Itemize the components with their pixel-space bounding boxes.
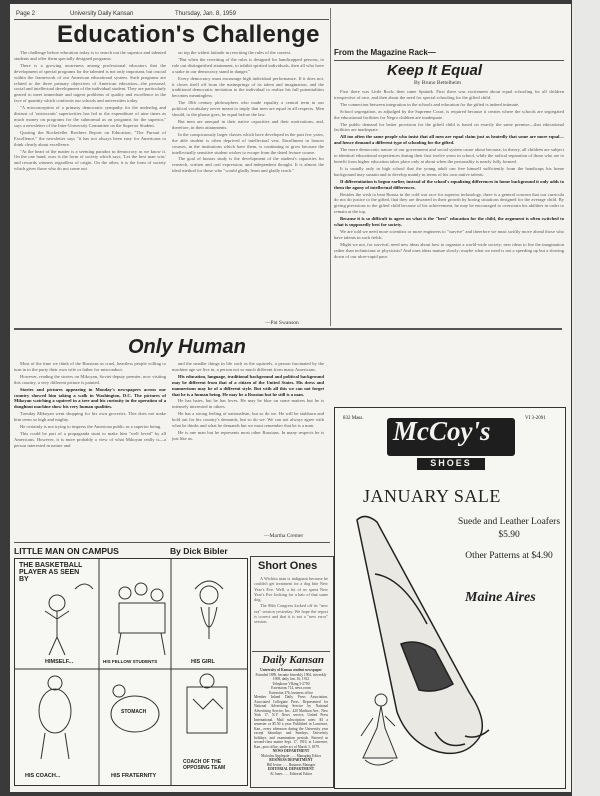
cartoon-byline: By Dick Bibler bbox=[170, 546, 228, 556]
paragraph: The goal of honors study is the development of the student's capacities for research, written and oral expression, and independent thought. It is almost the ideal method for those who "would gladly learn and gladly teach." bbox=[172, 156, 324, 174]
paragraph: He is one man but he represents most other Russians. In many respects he is just like us. bbox=[172, 429, 324, 441]
caption-fraternity: HIS FRATERNITY bbox=[111, 773, 157, 779]
brand-script: Maine Aires bbox=[465, 590, 536, 605]
column-divider bbox=[330, 8, 331, 326]
paragraph: The connection between integration in the schools and education for the gifted is indeed intimate. bbox=[340, 101, 520, 107]
paragraph: School segregation, as adjudged by the Supreme Court, is required because it creates where the schools are segregated the educational facilities for Negro children are inadequate. bbox=[334, 108, 564, 120]
masthead-block bbox=[254, 668, 328, 784]
news-dept: NEWS DEPARTMENT bbox=[272, 749, 310, 753]
sale-item: Suede and Leather Loafers $5.90 bbox=[457, 517, 561, 540]
paragraph: "A misconception of a primary democratic sympathy for the underdog and distrust of 'aristocratic' superiorities has led to the expenditure of nine times as much money on programs for the subnormal as on programs for the superior," says a newsletter of the Inter-University Committee on the Superior Student. bbox=[14, 105, 166, 128]
human-signature: —Martha Cremer bbox=[264, 533, 304, 539]
sale-other: Other Patterns at $4.90 bbox=[465, 551, 553, 561]
caption-girl: HIS GIRL bbox=[191, 659, 215, 665]
cartoon-panel bbox=[14, 558, 248, 786]
paragraph: We are told we need more scientists or more engineers to "survive" and therefore we must swiftly move ahead those who have talents in such fields. bbox=[334, 228, 564, 240]
masthead-body: Member Inland Daily Press Association, Associated Collegiate Press. Represented for National Advertising Service by National Advertising Service, Inc., 420 Madison Ave., New York 17, N.Y. News service, United Press International. Mail subscription rates: $3 a semester or $5.50 a year. Published in Lawrence, Kan., every afternoon during the University year except Saturdays and Sundays, University holidays, and examination periods. Entered as second-class matter Sept. 17, 1910, at Lawrence, Kan., post office, under act of March 3, 1879. bbox=[254, 695, 328, 749]
sale-headline: JANUARY SALE bbox=[363, 486, 501, 506]
cartoon-title: LITTLE MAN ON CAMPUS bbox=[14, 546, 119, 556]
caption-himself: HIMSELF... bbox=[45, 659, 74, 665]
rack-byline: By Bruno Bettelheim bbox=[414, 80, 462, 86]
masthead-phone-1: Telephone VIking 3-2700 bbox=[272, 681, 310, 686]
editorial-dept-line: Al Jones ...... Editorial Editor bbox=[269, 771, 313, 776]
masthead-phone-2: Extensions 714, news room bbox=[271, 686, 311, 690]
paragraph: Because it is so difficult to agree on what is the "best" education for the child, the argument is often switched to what is supposedly best for society. bbox=[334, 216, 564, 228]
human-rule bbox=[14, 542, 330, 543]
paragraph: This could be part of a propaganda stunt to make him "well loved" by all Americans. However, it is more probably a view of what Mikoyan really is—a person interested in nature and bbox=[14, 430, 166, 448]
page-edge bbox=[572, 0, 600, 796]
page-number: Page 2 bbox=[16, 11, 36, 17]
paragraph: First there was Little Rock; then came Sputnik. First there was excitement about equal schooling for all children irrespective of race, and then about the need for special schooling for the gifted child. bbox=[334, 89, 564, 100]
paragraph: However, reading the stories on Mikoyan, Soviet deputy premier, now visiting this country, a very different picture is painted. bbox=[14, 373, 166, 385]
masthead-name: Daily Kansan bbox=[262, 654, 325, 666]
paragraph: and the smaller things in life such as the squirrels, a person fascinated by the machine age we live in, a person not so much different from many Americans. bbox=[172, 361, 324, 372]
stomach-label: STOMACH bbox=[121, 709, 147, 715]
brand-name: McCoy's bbox=[393, 416, 491, 446]
paragraph: The more democratic nature of our government and social system cause about because, in theory, all children are subject to identical educational experiences during their first twelve years in school, while the radical separation of those who are to benefit from higher education takes place only at about when the personality is nearly fully formed. bbox=[334, 147, 564, 164]
ad-phone: VI 3-2091 bbox=[525, 416, 546, 421]
paragraph: He has a strong feeling of nationalism, but so do we. He will be stubborn and hold out for his country's demands, but so do we. We can not always agree with what he thinks and what he demands but we must remember that he is a man. bbox=[172, 411, 324, 429]
paragraph: It is usually only in high school that the young adult can free himself sufficiently from the handicaps his home background may sustain and to develop mainly in terms of his own native talents. bbox=[334, 165, 564, 177]
paragraph: Tuesday Mikoyan went shopping for his own groceries. This does not make him seem so high and mighty. bbox=[14, 411, 166, 423]
mccoys-ad bbox=[334, 407, 566, 789]
masthead-phone-3: Extension 376, business office bbox=[269, 690, 313, 695]
business-dept: BUSINESS DEPARTMENT bbox=[269, 758, 313, 762]
newspaper-page bbox=[10, 4, 571, 792]
masthead-sub: University of Kansas student newspaper bbox=[260, 668, 322, 672]
paragraph: Quoting the Rockefeller Brothers Report on Education, "The Pursuit of Excellence," the newsletter says "it has not always been easy for Americans to think clearly about excellence. bbox=[14, 129, 166, 147]
paragraph: He certainly is not trying to impress the American public as a superior being. bbox=[20, 424, 162, 430]
paragraph: Every democracy must encourage high individual performance. If it does not, it closes itself off from the mainsprings of its talent and imagination, and the traditional democratic invitation to the individual to realize his full potentialities becomes meaningless. bbox=[172, 75, 324, 99]
editorial-column-1 bbox=[14, 50, 166, 312]
loafer-illustration bbox=[335, 504, 565, 786]
paragraph: Most of the time we think of the Russians as cruel, heartless people willing to turn in to the party their own wife or father for misconduct. bbox=[14, 361, 166, 372]
paragraph: In the conspicuously larger classes which have developed in the past few years, the able student is often deprived of intellectual vest. Enrollment in honors courses, in the institutions which have them, is continuing to grow because the intellectually sensitive student wishes to escape from the dated lecture course. bbox=[172, 131, 324, 155]
cartoon-top-text: THE BASKETBALL PLAYER AS SEEN BY bbox=[19, 562, 83, 583]
short-ones-title: Short Ones bbox=[258, 560, 318, 572]
paragraph: "But when the rewriting of the rules is designed for handicapped persons, to rule out distinguished attainment, to inhibit spirited individuals, then all who have a stake in our democracy stand in danger." bbox=[172, 56, 324, 74]
paper-name: University Daily Kansan bbox=[70, 11, 134, 17]
paragraph: The challenge before education today is to search out the superior and talented students and offer them specially designed programs. bbox=[14, 50, 166, 61]
paragraph: All too often the same people who insist that all men are equal claim just as heatedly that some are more equal—and hence demand a different type of schooling for the gifted. bbox=[334, 134, 564, 146]
editorial-signature: —Pat Swanson bbox=[265, 320, 299, 326]
paragraph: Besides the wish to beat Russia in the cold war race for superior technology, there is a general concern that our curricula do not do justice to the gifted, that they are thwarted in their growth by boring situations designed for the average child. By giving precisions to the gifted child because of his achievement, he may be encouraged to overstrain his abilities in order to remain at the top. bbox=[334, 191, 564, 215]
rack-rule bbox=[334, 60, 564, 61]
paragraph: The 86th Congress kicked off its "new era" session yesterday. We hope the report is correct and that it is not a "new error" session. bbox=[254, 603, 328, 625]
human-column-1 bbox=[14, 361, 166, 531]
paragraph: A Wichita man is indignant because he couldn't get treatment for a dog bite New Year's Eve. Well, a lot of us spent New Year's Eve looking for a hair of that same dog. bbox=[254, 576, 328, 603]
business-dept-line: Bill Irvine ...... Business Manager bbox=[266, 762, 316, 767]
paragraph: His education, language, traditional background and political background may be different from that of a citizen of the United States. His dress and mannerisms may be of a different style. But with all this we can not forget that he is a human being. He may be a Russian but he still is a man. bbox=[172, 373, 324, 397]
header-rule bbox=[14, 19, 329, 20]
masthead-founded: Founded 1889, became biweekly 1904, triweekly 1908, daily Jan. 16, 1912 bbox=[255, 672, 327, 681]
paragraph: If differentiation is begun earlier, instead of the school's equalizing differences in home background it only adds to them the agony of intellectual differences. bbox=[334, 178, 564, 190]
editorial-dept: EDITORIAL DEPARTMENT bbox=[267, 767, 315, 771]
paragraph: There is a growing awareness among professional educators that the development of special programs for the talented is not only important, but crucial within the framework of our American educational system. Such programs are related to the three primary objectives of American education—the personal, social and intellectual development of the individual student. They are particularly geared to meet immediate and urgent problems of quality and excellence in the face of quantity which confronts our schools and universities today. bbox=[14, 62, 166, 104]
rack-label: From the Magazine Rack— bbox=[334, 48, 436, 57]
editorial-column-2 bbox=[172, 50, 324, 312]
brand-sub-block bbox=[417, 458, 485, 470]
brand-block bbox=[387, 418, 515, 456]
paragraph: The 18th century philosophers who made equality a central term in our political vocabulary never meant to imply that men are equal in all respects. Men should, to the phrase goes, be equal before the law. bbox=[172, 100, 324, 118]
paragraph: He has hates, but he has loves. He may be blue on some matters but he is intensely interested in others. bbox=[172, 398, 324, 410]
paragraph: The public demand for better provision for the gifted child is based on exactly the same premise—that educational facilities are inadequate. bbox=[334, 121, 564, 133]
rack-column bbox=[334, 89, 564, 389]
caption-coach: HIS COACH... bbox=[25, 773, 61, 779]
paragraph: Stories and pictures appearing in Monday's newspapers across our country showed him taking a walk in Washington, D.C. The pictures of Mikoyan watching a squirrel in a tree and his curiosity in the operation of a doughnut machine show his very human qualities. bbox=[14, 386, 166, 410]
human-column-2 bbox=[172, 361, 324, 529]
paragraph: But men are unequal in their native capacities and their motivations, and, therefore, in their attainments. bbox=[172, 118, 324, 130]
short-ones-column bbox=[254, 576, 328, 648]
paragraph: Might we not, for survival, need new ideas about how to organize a world-wide society; new ideas to fire the imagination rather than technicians or physicists? And ones ideas mature slowly; maybe what we need is not a speeding up but a slowing down of our ulcer-rapid pace. bbox=[334, 241, 564, 259]
masthead-rule bbox=[252, 651, 330, 652]
news-dept-line: Malcolm Applegate ...... Managing Editor bbox=[260, 753, 322, 758]
cartoon-drawing bbox=[15, 559, 247, 785]
brand-sub: SHOES bbox=[430, 458, 472, 468]
caption-opposing-coach: COACH OF THE OPPOSING TEAM bbox=[183, 759, 226, 771]
caption-fellow-students: HIS FELLOW STUDENTS bbox=[103, 659, 158, 664]
rack-title: Keep It Equal bbox=[387, 62, 483, 79]
issue-date: Thursday, Jan. 8, 1959 bbox=[175, 11, 236, 17]
human-title: Only Human bbox=[128, 336, 246, 358]
paragraph: on top the widest latitude in rewriting the rules of the contest. bbox=[178, 50, 292, 55]
editorial-title: Education's Challenge bbox=[57, 21, 320, 48]
ad-address: 832 Mass. bbox=[343, 416, 364, 421]
paragraph: "At the heart of the matter is a seeming paradox in democracy as we know it. On the one hand, ours is the form of society which says, 'Let the best man win,' and rewards winners regardless of origin. On the other, it is the form of society which gives those who do not come out bbox=[14, 148, 166, 172]
